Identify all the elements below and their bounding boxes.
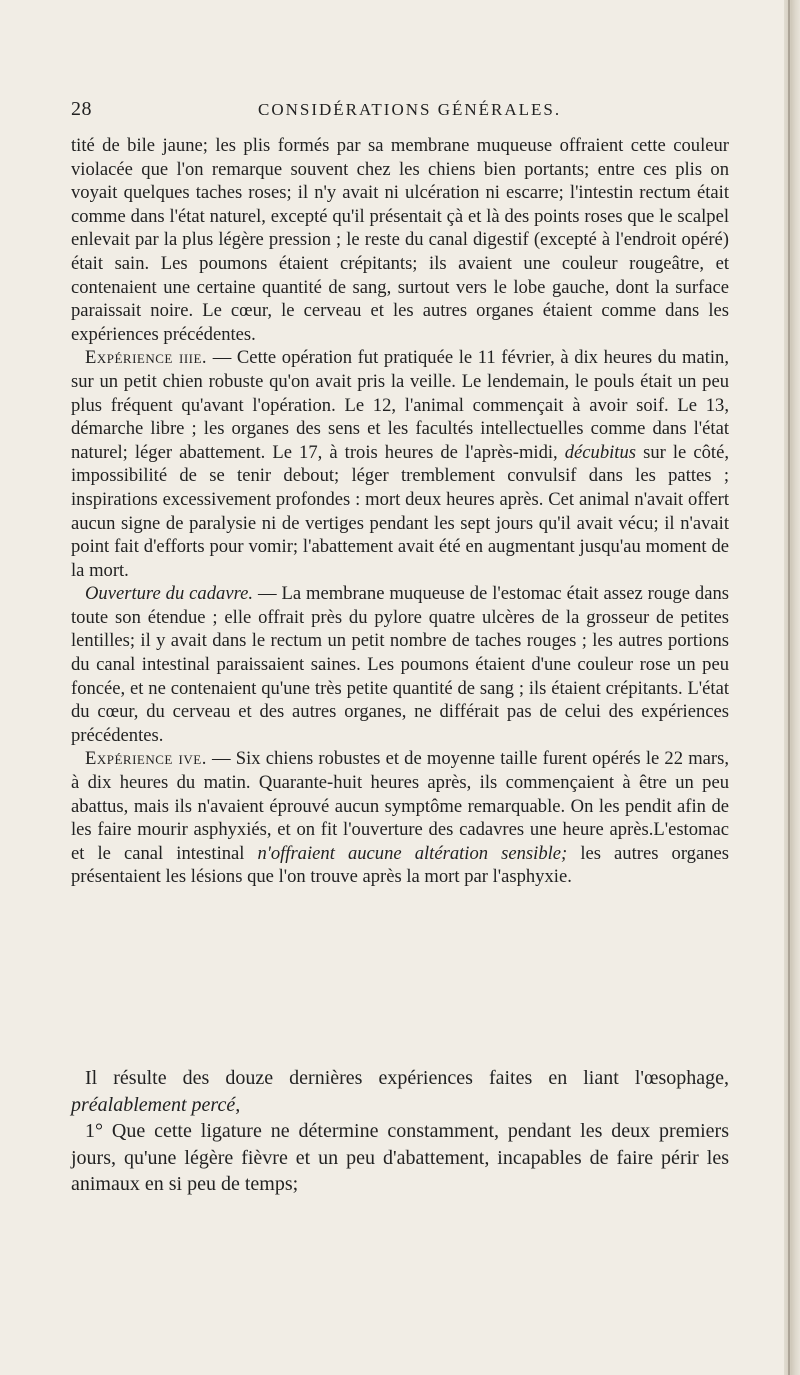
paragraph-autopsy xyxy=(71,582,729,747)
page-header xyxy=(0,98,792,126)
experience-text: — Six chiens robustes et de moyenne taille furent opérés le 22 mars, à dix heures du matin. Quarante-huit heures après, ils commençaient à être un peu abattus, mais ils n'avaient éprouvé aucun symptôme remarquable. On les pendit afin de les faire mourir asphyxiés, et on fit l'ouverture des cadavres une heure après.L'estomac et le canal intestinal xyxy=(71,748,729,864)
paragraph-experience-3 xyxy=(71,346,729,582)
paragraph-point-1: 1° Que cette ligature ne détermine constamment, pendant les deux premiers jours, qu'une légère fièvre et un peu d'abattement, incapables de faire périr les animaux en si peu de temps; xyxy=(71,1120,729,1195)
paragraph-result xyxy=(71,1065,729,1118)
italic-phrase: préalablement percé, xyxy=(71,1093,241,1116)
experience-text-cont: sur le côté, impossibilité de se tenir debout; léger tremblement convulsif dans les pattes ; inspirations excessivement profondes : mort deux heures après. Cet animal n'avait offert aucun signe de paralysie ni de vertiges pendant les sept jours qu'il avait vécu; il n'avait point fait d'efforts pour vomir; l'abattement avait été en augmentant jusqu'au moment de la mort. xyxy=(71,441,729,581)
experience-label: Expérience iiie. xyxy=(85,347,208,369)
page-number: 28 xyxy=(71,98,92,120)
result-text: Il résulte des douze dernières expériences faites en liant l'œsophage, xyxy=(85,1067,729,1089)
experience-label: Expérience ive. xyxy=(85,748,207,770)
experience-text: — Cette opération fut pratiquée le 11 février, à dix heures du matin, sur un petit chien robuste qu'on avait pris la veille. Le lendemain, le pouls était un peu plus fréquent qu'avant l'opération. Le 12, l'animal commençait à avoir soif. Le 13, démarche libre ; les organes des sens et les facultés intellectuelles comme dans l'état naturel; léger abattement. Le 17, à trois heures de l'après-midi, xyxy=(71,347,729,463)
autopsy-text: — La membrane muqueuse de l'estomac était assez rouge dans toute son étendue ; elle offrait près du pylore quatre ulcères de la grosseur de petites lentilles; il y avait dans le rectum un petit nombre de taches rouges ; les autres portions du canal intestinal paraissaient saines. Les poumons étaient d'une couleur rose un peu foncée, et ne contenaient qu'une très petite quantité de sang ; ils étaient crépitants. L'état du cœur, du cerveau et des autres organes, ne différait pas de celui des expériences précédentes. xyxy=(71,583,730,746)
italic-term: décubitus xyxy=(564,441,637,463)
italic-phrase: n'offraient aucune altération sensible; xyxy=(257,842,568,864)
section-heading: Ouverture du cadavre. xyxy=(85,583,254,605)
main-text xyxy=(71,134,729,889)
experience-text-cont: les autres organes présentaient les lésions que l'on trouve après la mort par l'asphyxie. xyxy=(71,842,730,888)
page-edge xyxy=(784,0,800,1375)
conclusion-text xyxy=(71,1065,729,1198)
page-edge-shadow xyxy=(788,0,790,1375)
paragraph-continuation: tité de bile jaune; les plis formés par sa membrane muqueuse offraient cette couleur violacée que l'on remarque souvent chez les chiens bien portants; entre ces plis on voyait quelques taches roses; il n'y avait ni ulcération ni escarre; l'intestin rectum était comme dans l'état naturel, excepté qu'il présentait çà et là des points roses que le scalpel enlevait par la plus légère pression ; le reste du canal digestif (excepté à l'endroit opéré) était sain. Les poumons étaient crépitants; ils avaient une couleur rougeâtre, et contenaient une certaine quantité de sang, surtout vers le lobe gauche, dont la surface paraissait noire. Le cœur, le cerveau et les autres organes étaient comme dans les expériences précédentes. xyxy=(71,135,729,345)
running-title: CONSIDÉRATIONS GÉNÉRALES. xyxy=(258,100,562,119)
paragraph-experience-4 xyxy=(71,747,729,889)
